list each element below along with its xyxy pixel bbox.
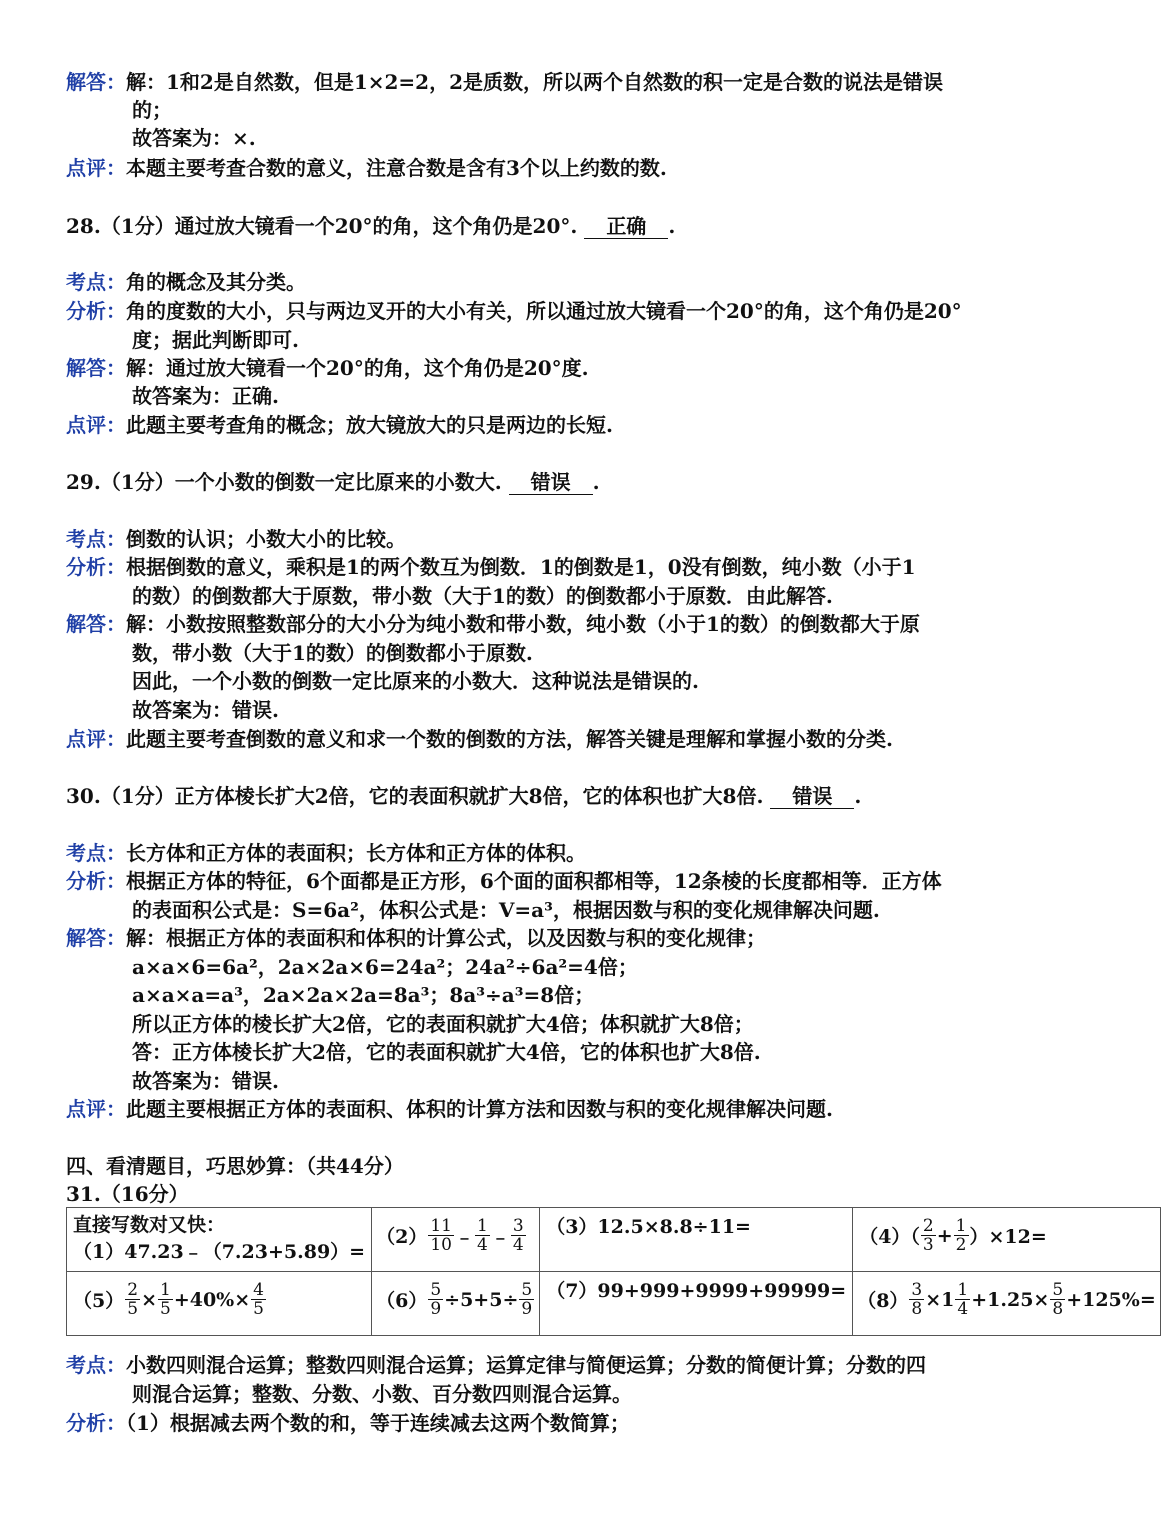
- q29-analysis-line1: 分析：根据倒数的意义，乘积是1的两个数互为倒数．1的倒数是1，0没有倒数，纯小数（小于1: [66, 555, 916, 579]
- q31-title: 31.（16分）: [66, 1182, 189, 1206]
- q28-topic: 考点：角的概念及其分类。: [66, 270, 306, 294]
- calc-cell-2: （2） $\frac{11}{10}$ ﹣ $\frac{1}{4}$ ﹣ $\frac{3}{4}$: [372, 1208, 540, 1272]
- calc-cell-6: （6） $\frac{5}{9}$ ÷5+5÷ $\frac{5}{9}$: [372, 1272, 540, 1336]
- q30-answer-line6: 故答案为：错误.: [132, 1069, 279, 1093]
- q30-comment: 点评：此题主要根据正方体的表面积、体积的计算方法和因数与积的变化规律解决问题.: [66, 1097, 833, 1121]
- q28-answer-line2: 故答案为：正确.: [132, 384, 279, 408]
- q29-answer-line2: 数，带小数（大于1的数）的倒数都小于原数.: [132, 641, 533, 665]
- calc-table: [66, 1207, 1161, 1336]
- q28-analysis-line2: 度；据此判断即可.: [132, 328, 299, 352]
- calc-cell-1: 直接写数对又快： （1）47.23﹣（7.23+5.89）=: [67, 1208, 372, 1272]
- q30-answer-line1: 解答：解：根据正方体的表面积和体积的计算公式，以及因数与积的变化规律；: [66, 926, 766, 950]
- q29-analysis-line2: 的数）的倒数都大于原数，带小数（大于1的数）的倒数都小于原数．由此解答.: [132, 584, 833, 608]
- calc-cell-3: （3）12.5×8.8÷11=: [540, 1208, 853, 1272]
- q29-answer-line4: 故答案为：错误.: [132, 698, 279, 722]
- calc-cell-8: （8） $\frac{3}{8}$ × 1 $\frac{1}{4}$ +1.25× $\frac{5}{8}$ +125%=: [853, 1272, 1161, 1336]
- q31-topic-line1: 考点：小数四则混合运算；整数四则混合运算；运算定律与简便运算；分数的简便计算；分数的四: [66, 1353, 926, 1377]
- q27-comment: 点评：本题主要考查合数的意义，注意合数是含有3个以上约数的数.: [66, 156, 667, 180]
- q29-answer-line1: 解答：解：小数按照整数部分的大小分为纯小数和带小数，纯小数（小于1的数）的倒数都大于原: [66, 612, 920, 636]
- q28-analysis-line1: 分析：角的度数的大小，只与两边叉开的大小有关，所以通过放大镜看一个20°的角，这个角仍是20°: [66, 299, 962, 323]
- q30-answer-blank: 错误: [770, 784, 854, 809]
- q29-answer-blank: 错误: [509, 470, 593, 495]
- q29-answer-line3: 因此，一个小数的倒数一定比原来的小数大．这种说法是错误的.: [132, 669, 699, 693]
- q30-stem: 30.（1分）正方体棱长扩大2倍，它的表面积就扩大8倍，它的体积也扩大8倍. 错误 .: [66, 784, 862, 808]
- q29-comment: 点评：此题主要考查倒数的意义和求一个数的倒数的方法，解答关键是理解和掌握小数的分类.: [66, 727, 893, 751]
- calc-cell-4: （4）（ $\frac{2}{3}$ + $\frac{1}{2}$ ）×12=: [853, 1208, 1161, 1272]
- q29-topic: 考点：倒数的认识；小数大小的比较。: [66, 527, 406, 551]
- q30-analysis-line2: 的表面积公式是：S=6a²，体积公式是：V=a³，根据因数与积的变化规律解决问题.: [132, 898, 880, 922]
- q27-answer-line3: 故答案为：×.: [132, 126, 256, 150]
- q28-stem: 28.（1分）通过放大镜看一个20°的角，这个角仍是20°. 正确 .: [66, 214, 676, 238]
- q30-answer-line5: 答：正方体棱长扩大2倍，它的表面积就扩大4倍，它的体积也扩大8倍.: [132, 1040, 761, 1064]
- q31-analysis: 分析：（1）根据减去两个数的和，等于连续减去这两个数简算；: [66, 1411, 630, 1435]
- q27-answer-line1: 解答：解：1和2是自然数，但是1×2=2，2是质数，所以两个自然数的积一定是合数的说法是错误: [66, 70, 944, 94]
- q30-analysis-line1: 分析：根据正方体的特征，6个面都是正方形，6个面的面积都相等，12条棱的长度都相等．正方体: [66, 869, 942, 893]
- q28-answer-line1: 解答：解：通过放大镜看一个20°的角，这个角仍是20°度.: [66, 356, 589, 380]
- section4-title: 四、看清题目，巧思妙算：（共44分）: [66, 1154, 404, 1178]
- q30-topic: 考点：长方体和正方体的表面积；长方体和正方体的体积。: [66, 841, 586, 865]
- q31-topic-line2: 则混合运算；整数、分数、小数、百分数四则混合运算。: [132, 1382, 632, 1406]
- calc-cell-7: （7）99+999+9999+99999=: [540, 1272, 853, 1336]
- q28-comment: 点评：此题主要考查角的概念；放大镜放大的只是两边的长短.: [66, 413, 613, 437]
- q30-answer-line2: a×a×6=6a²，2a×2a×6=24a²；24a²÷6a²=4倍；: [132, 955, 638, 979]
- q28-answer-blank: 正确: [584, 214, 668, 239]
- q27-answer-line2: 的；: [132, 98, 172, 122]
- q30-answer-line3: a×a×a=a³，2a×2a×2a=8a³；8a³÷a³=8倍；: [132, 983, 595, 1007]
- calc-cell-5: （5） $\frac{2}{5}$ × $\frac{1}{5}$ +40%× $\frac{4}{5}$: [67, 1272, 372, 1336]
- q30-answer-line4: 所以正方体的棱长扩大2倍，它的表面积就扩大4倍；体积就扩大8倍；: [132, 1012, 754, 1036]
- q29-stem: 29.（1分）一个小数的倒数一定比原来的小数大. 错误 .: [66, 470, 600, 494]
